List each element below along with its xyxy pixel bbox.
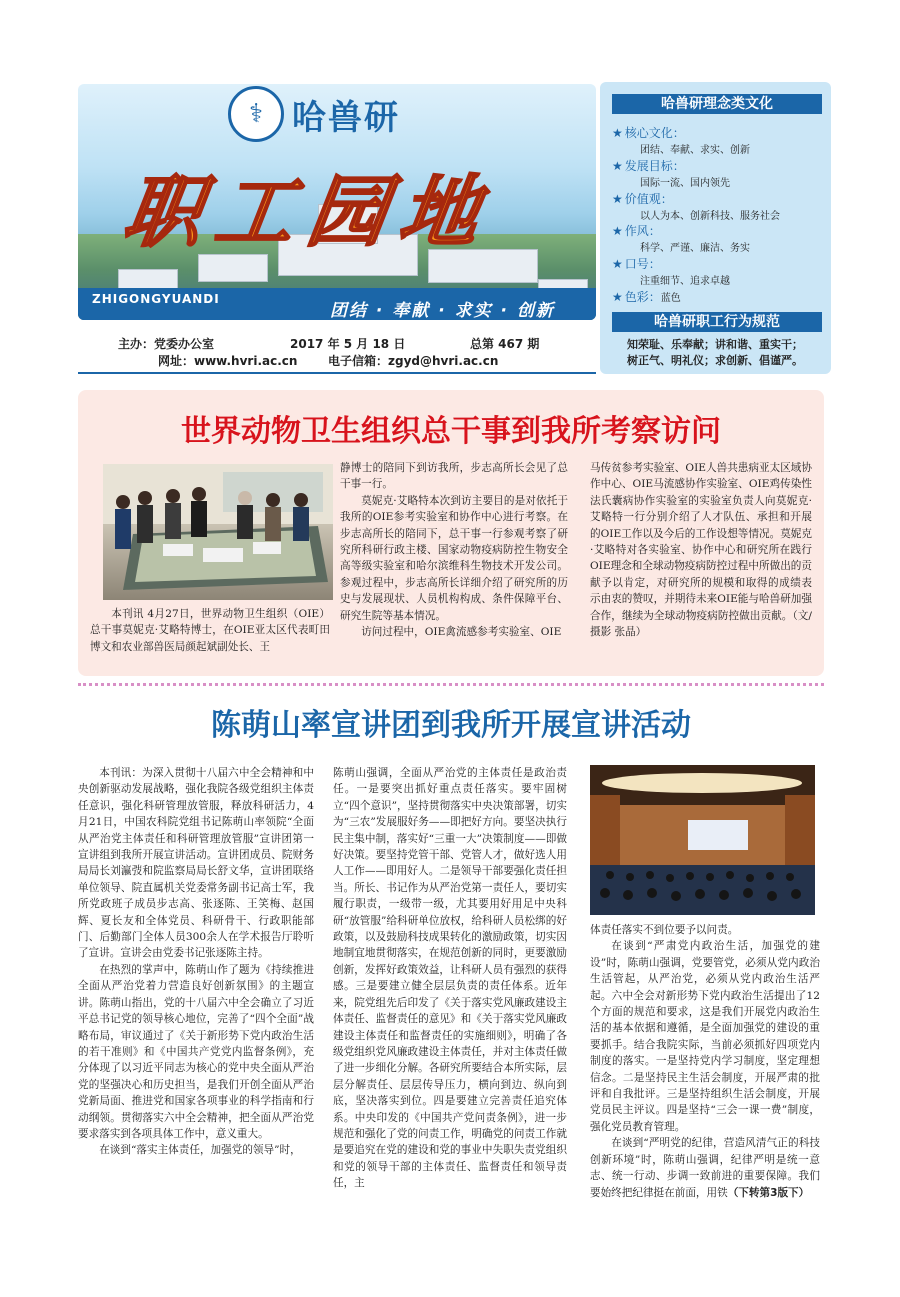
article1-column-2: 静博士的陪同下到访我所，步志高所长会见了总干事一行。 莫妮克·艾略特本次到访主要目的是对依托于我所的OIE参考实验室和协作中心进行考察。在步志高所长的陪同下，总干事一行参观考察了研究所科研行政主楼、国家动物疫病防控生物安全高等级实验室和哈尔滨维科生物技术开发公司。参观过程中，步志高所长详细介绍了研究所的历史与发展现状、人员机构构成、条件保障平台、研究生院等基本情况。 访问过程中，OIE禽流感参考实验室、OIE (340, 462, 568, 639)
article-title: 世界动物卫生组织总干事到我所考察访问 (181, 414, 721, 449)
newspaper-title: 职工园地 (117, 167, 499, 258)
article2-column-3: 体责任落实不到位要予以问责。 在谈到“严肃党内政治生活，加强党的建设”时，陈萌山强调，党要管党，必须从党内政治生活管起，从严治党，必须从党内政治生活严起。六中全会对新形势下党内政治生活提出了12个方面的规范和要求，这是我们开展党内政治生活的基本依据和遵循，是全面加强党的建设的重要抓手。结合我院实际，当前必须抓好四项党内制度的落实。一是坚持党内学习制度，坚定理想信念。二是坚持民主生活会制度，开展严肃的批评和自我批评。三是坚持组织生活会制度，开展党员民主评议。四是坚持“三会一课一费”制度，强化党员教育管理。 在谈到“严明党的纪律，营造风清气正的科技创新环境”时，陈萌山强调，纪律严明是统一意志、统一行动、步调一致前进的重要保障。我们要始终把纪律挺在前面，用铁（下转第3版下） (590, 924, 820, 1199)
institute-logo-icon: ⚕ (228, 86, 284, 142)
star-icon: ★ (612, 257, 623, 271)
article1-column-3: 马传贫参考实验室、OIE人兽共患病亚太区域协作中心、OIE马流感协作实验室、OIE鸡传染性法氏囊病协作实验室的实验室负责人向莫妮克·艾略特一行分别介绍了人才队伍、承担和开展的OIE工作以及今后的工作设想等情况。莫妮克·艾略特对各实验室、协作中心和研究所在践行OIE理念和全球动物疫病防控过程中所做出的贡献予以肯定，对研究所的规模和取得的成绩表示由衷的赞叹，并期待未来OIE能与哈兽研加强合作，继续为全球动物疫病防控做出贡献。（文/摄影 张晶） (590, 462, 812, 639)
culture-item-color: ★ 色彩：蓝色 (612, 290, 681, 304)
culture-value-core: 团结、奉献、求实、创新 (640, 145, 750, 156)
star-icon: ★ (612, 126, 623, 140)
article-photo-lecture-hall (590, 765, 815, 915)
title-pinyin: ZHIGONGYUANDI (92, 292, 220, 306)
culture-item-style: ★ 作风： (612, 224, 661, 238)
culture-item-goal: ★ 发展目标： (612, 159, 685, 173)
issue-number: 总第 467 期 (470, 337, 540, 351)
issue-date: 2017 年 5 月 18 日 (290, 337, 406, 351)
culture-value-values: 以人为本、创新科技、服务社会 (640, 211, 780, 222)
culture-item-core: ★ 核心文化： (612, 126, 685, 140)
culture-item-slogan: ★ 口号： (612, 257, 661, 271)
article-title: 陈萌山率宣讲团到我所开展宣讲活动 (211, 708, 691, 743)
star-icon: ★ (612, 192, 623, 206)
motto: 团结 · 奉献 · 求实 · 创新 (330, 301, 555, 321)
section-divider (78, 683, 824, 686)
host-info: 主办：党委办公室 (118, 337, 215, 351)
behavior-line-1: 知荣耻、乐奉献；讲和谐、重实干； (627, 338, 803, 351)
behavior-title: 哈兽研职工行为规范 (612, 312, 822, 332)
website-link[interactable]: 网址：www.hvri.ac.cn (158, 354, 298, 368)
culture-value-style: 科学、严谨、廉洁、务实 (640, 243, 750, 254)
star-icon: ★ (612, 224, 623, 238)
article2-column-2: 陈萌山强调，全面从严治党的主体责任是政治责任。一是要突出抓好重点责任落实。要牢固树立“四个意识”，坚持贯彻落实中央决策部署，切实为“三农”发展服好务——即把好方向。要坚决执行民主集中制，落实好“三重一大”决策制度——即做好决策。要坚持党管干部、党管人才，做好选人用人工作——即用好人。二是领导干部要强化责任担当。所长、书记作为从严治党第一责任人，要切实履行职责，一级带一级，尤其要用好用足中央科研“放管服”给科研单位放权，给科研人员松绑的好政策，以及鼓励科技成果转化的激励政策，切实因地制宜地贯彻落实，在规范创新的同时，更要激励创新，发挥好政策效益，让科研人员有强烈的获得感。三是要建立健全层层负责的责任体系。近年来，院党组先后印发了《关于落实党风廉政建设主体责任、监督责任的意见》和《关于落实党风廉政建设主体责任和监督责任的实施细则》，明确了各级党组织党风廉政建设主体责任，并对主体责任做了进一步细化分解。各研究所要结合本所实际，层层分解责任、层层传导压力，横向到边、纵向到底，坚决落实到位。四是要建立完善责任追究体系。中央印发的《中国共产党问责条例》，进一步规范和强化了党的问责工作，明确党的问责工作就是要追究在党的建设和党的事业中失职失责党组织和党的领导干部的主体责任、监督责任和领导责任，主 (333, 767, 567, 1190)
culture-value-color: 蓝色 (660, 293, 681, 304)
article2-column-1: 本刊讯：为深入贯彻十八届六中全会精神和中央创新驱动发展战略，强化我院各级党组织主体责任意识，强化科研管理放管服，释放科研活力，4月21日，中国农科院党组书记陈萌山率领院“全面从严治党主体责任和科研管理放管服”宣讲团第一宣讲组到我所开展宣讲活动。宣讲团成员、院财务局局长刘瀛弢和院监察局局长舒文华，宣讲团联络单位领导、院直属机关党委常务副书记高士军，我所党政班子成员步志高、张逐陈、王笑梅、赵国辉、夏长友和全体党员、科研骨干、行政职能部门、后勤部门全体人员300余人在学术报告厅聆听了宣讲。宣讲会由党委书记张逐陈主持。 在热烈的掌声中，陈萌山作了题为《持续推进全面从严治党着力营造良好创新氛围》的主题宣讲。陈萌山指出，党的十八届六中全会确立了习近平总书记党的领导核心地位，完善了“四个全面”战略布局，审议通过了《关于新形势下党内政治生活的若干准则》和《中国共产党党内监督条例》，充分体现了以习近平同志为核心的党中央全面从严治党的坚强决心和历史担当，是我们开创全面从严治党新局面、推进党和国家各项事业的科学指南和行动纲领。贯彻落实六中全会精神，把全面从严治党要求落实到各项具体工作中，意义重大。 在谈到“落实主体责任，加强党的领导”时， (78, 767, 314, 1157)
behavior-line-2: 树正气、明礼仪；求创新、倡谨严。 (627, 354, 803, 367)
culture-item-values: ★ 价值观： (612, 192, 673, 206)
continued-note: （下转第3版下） (727, 1186, 810, 1199)
star-icon: ★ (612, 290, 623, 304)
culture-title: 哈兽研理念类文化 (612, 94, 822, 114)
culture-value-goal: 国际一流、国内领先 (640, 178, 730, 189)
article1-column-1: 本刊讯 4月27日，世界动物卫生组织（OIE）总干事莫妮克·艾略特博士，在OIE亚太区代表町田博文和农业部兽医局颜起斌副处长、王 (90, 608, 330, 653)
masthead-divider (78, 372, 596, 374)
star-icon: ★ (612, 159, 623, 173)
email-link[interactable]: 电子信箱：zgyd@hvri.ac.cn (328, 354, 499, 368)
article-photo-sandtable (103, 464, 333, 600)
site-name: 哈兽研 (292, 98, 400, 138)
culture-value-slogan: 注重细节、追求卓越 (640, 276, 730, 287)
